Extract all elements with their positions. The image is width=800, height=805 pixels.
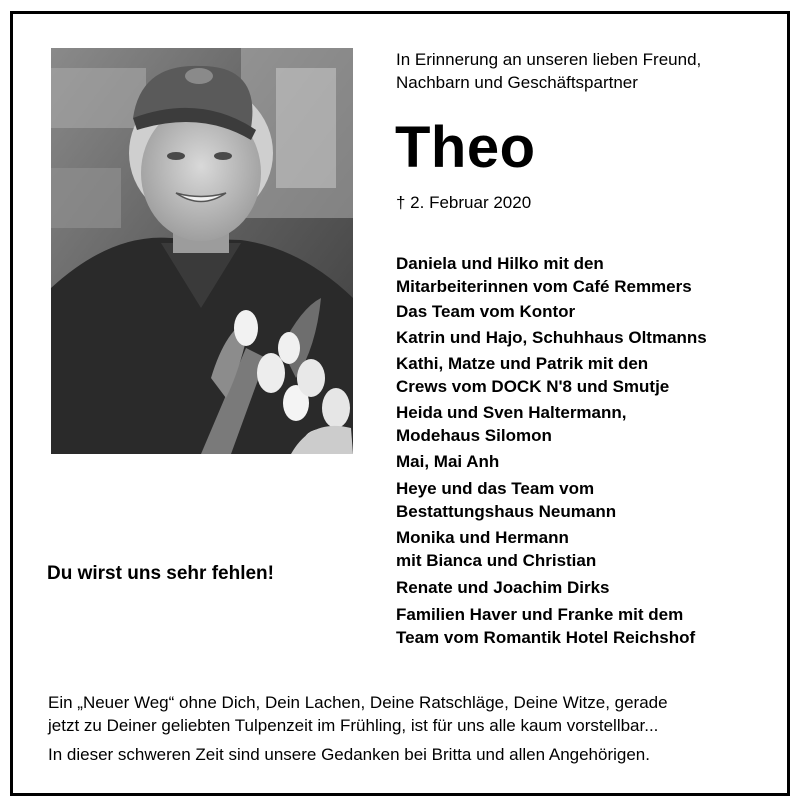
mourner-group (396, 477, 707, 523)
mourner-line: Crews vom DOCK N'8 und Smutje (396, 377, 670, 396)
mourner-group (396, 252, 707, 298)
mourner-group (396, 450, 707, 473)
closing-line-2: jetzt zu Deiner geliebten Tulpenzeit im Frühling, ist für uns alle kaum vorstellbar... (48, 716, 659, 735)
deceased-name: Theo (395, 115, 536, 180)
mourner-line: Das Team vom Kontor (396, 302, 576, 321)
mourner-line: Modehaus Silomon (396, 426, 552, 445)
mourner-group (396, 603, 707, 649)
intro-line-1: In Erinnerung an unseren lieben Freund, (396, 50, 702, 69)
portrait-illustration (51, 48, 353, 454)
mourner-group (396, 576, 707, 599)
death-date: † 2. Februar 2020 (396, 193, 532, 212)
mourner-line: mit Bianca und Christian (396, 551, 597, 570)
closing-line-3: In dieser schweren Zeit sind unsere Gedanken bei Britta und allen Angehörigen. (48, 745, 650, 764)
mourner-line: Familien Haver und Franke mit dem (396, 605, 684, 624)
mourner-line: Heida und Sven Haltermann, (396, 403, 627, 422)
mourner-line: Katrin und Hajo, Schuhhaus Oltmanns (396, 328, 707, 347)
mourner-group (396, 401, 707, 447)
intro-text (396, 48, 701, 94)
mourner-line: Renate und Joachim Dirks (396, 578, 610, 597)
mourner-line: Team vom Romantik Hotel Reichshof (396, 628, 696, 647)
portrait-photo (51, 48, 353, 454)
mourner-group (396, 300, 707, 323)
mourners-list (396, 252, 707, 658)
mourner-line: Mitarbeiterinnen vom Café Remmers (396, 277, 692, 296)
mourner-group (396, 352, 707, 398)
closing-line-1: Ein „Neuer Weg“ ohne Dich, Dein Lachen, Deine Ratschläge, Deine Witze, gerade (48, 693, 668, 712)
farewell-line: Du wirst uns sehr fehlen! (47, 563, 274, 584)
mourner-group (396, 526, 707, 572)
mourner-line: Mai, Mai Anh (396, 452, 500, 471)
closing-text (48, 691, 758, 766)
intro-line-2: Nachbarn und Geschäftspartner (396, 73, 638, 92)
mourner-line: Monika und Hermann (396, 528, 569, 547)
mourner-line: Daniela und Hilko mit den (396, 254, 604, 273)
mourner-line: Heye und das Team vom (396, 479, 595, 498)
mourner-group (396, 326, 707, 349)
mourner-line: Bestattungshaus Neumann (396, 502, 617, 521)
mourner-line: Kathi, Matze und Patrik mit den (396, 354, 649, 373)
